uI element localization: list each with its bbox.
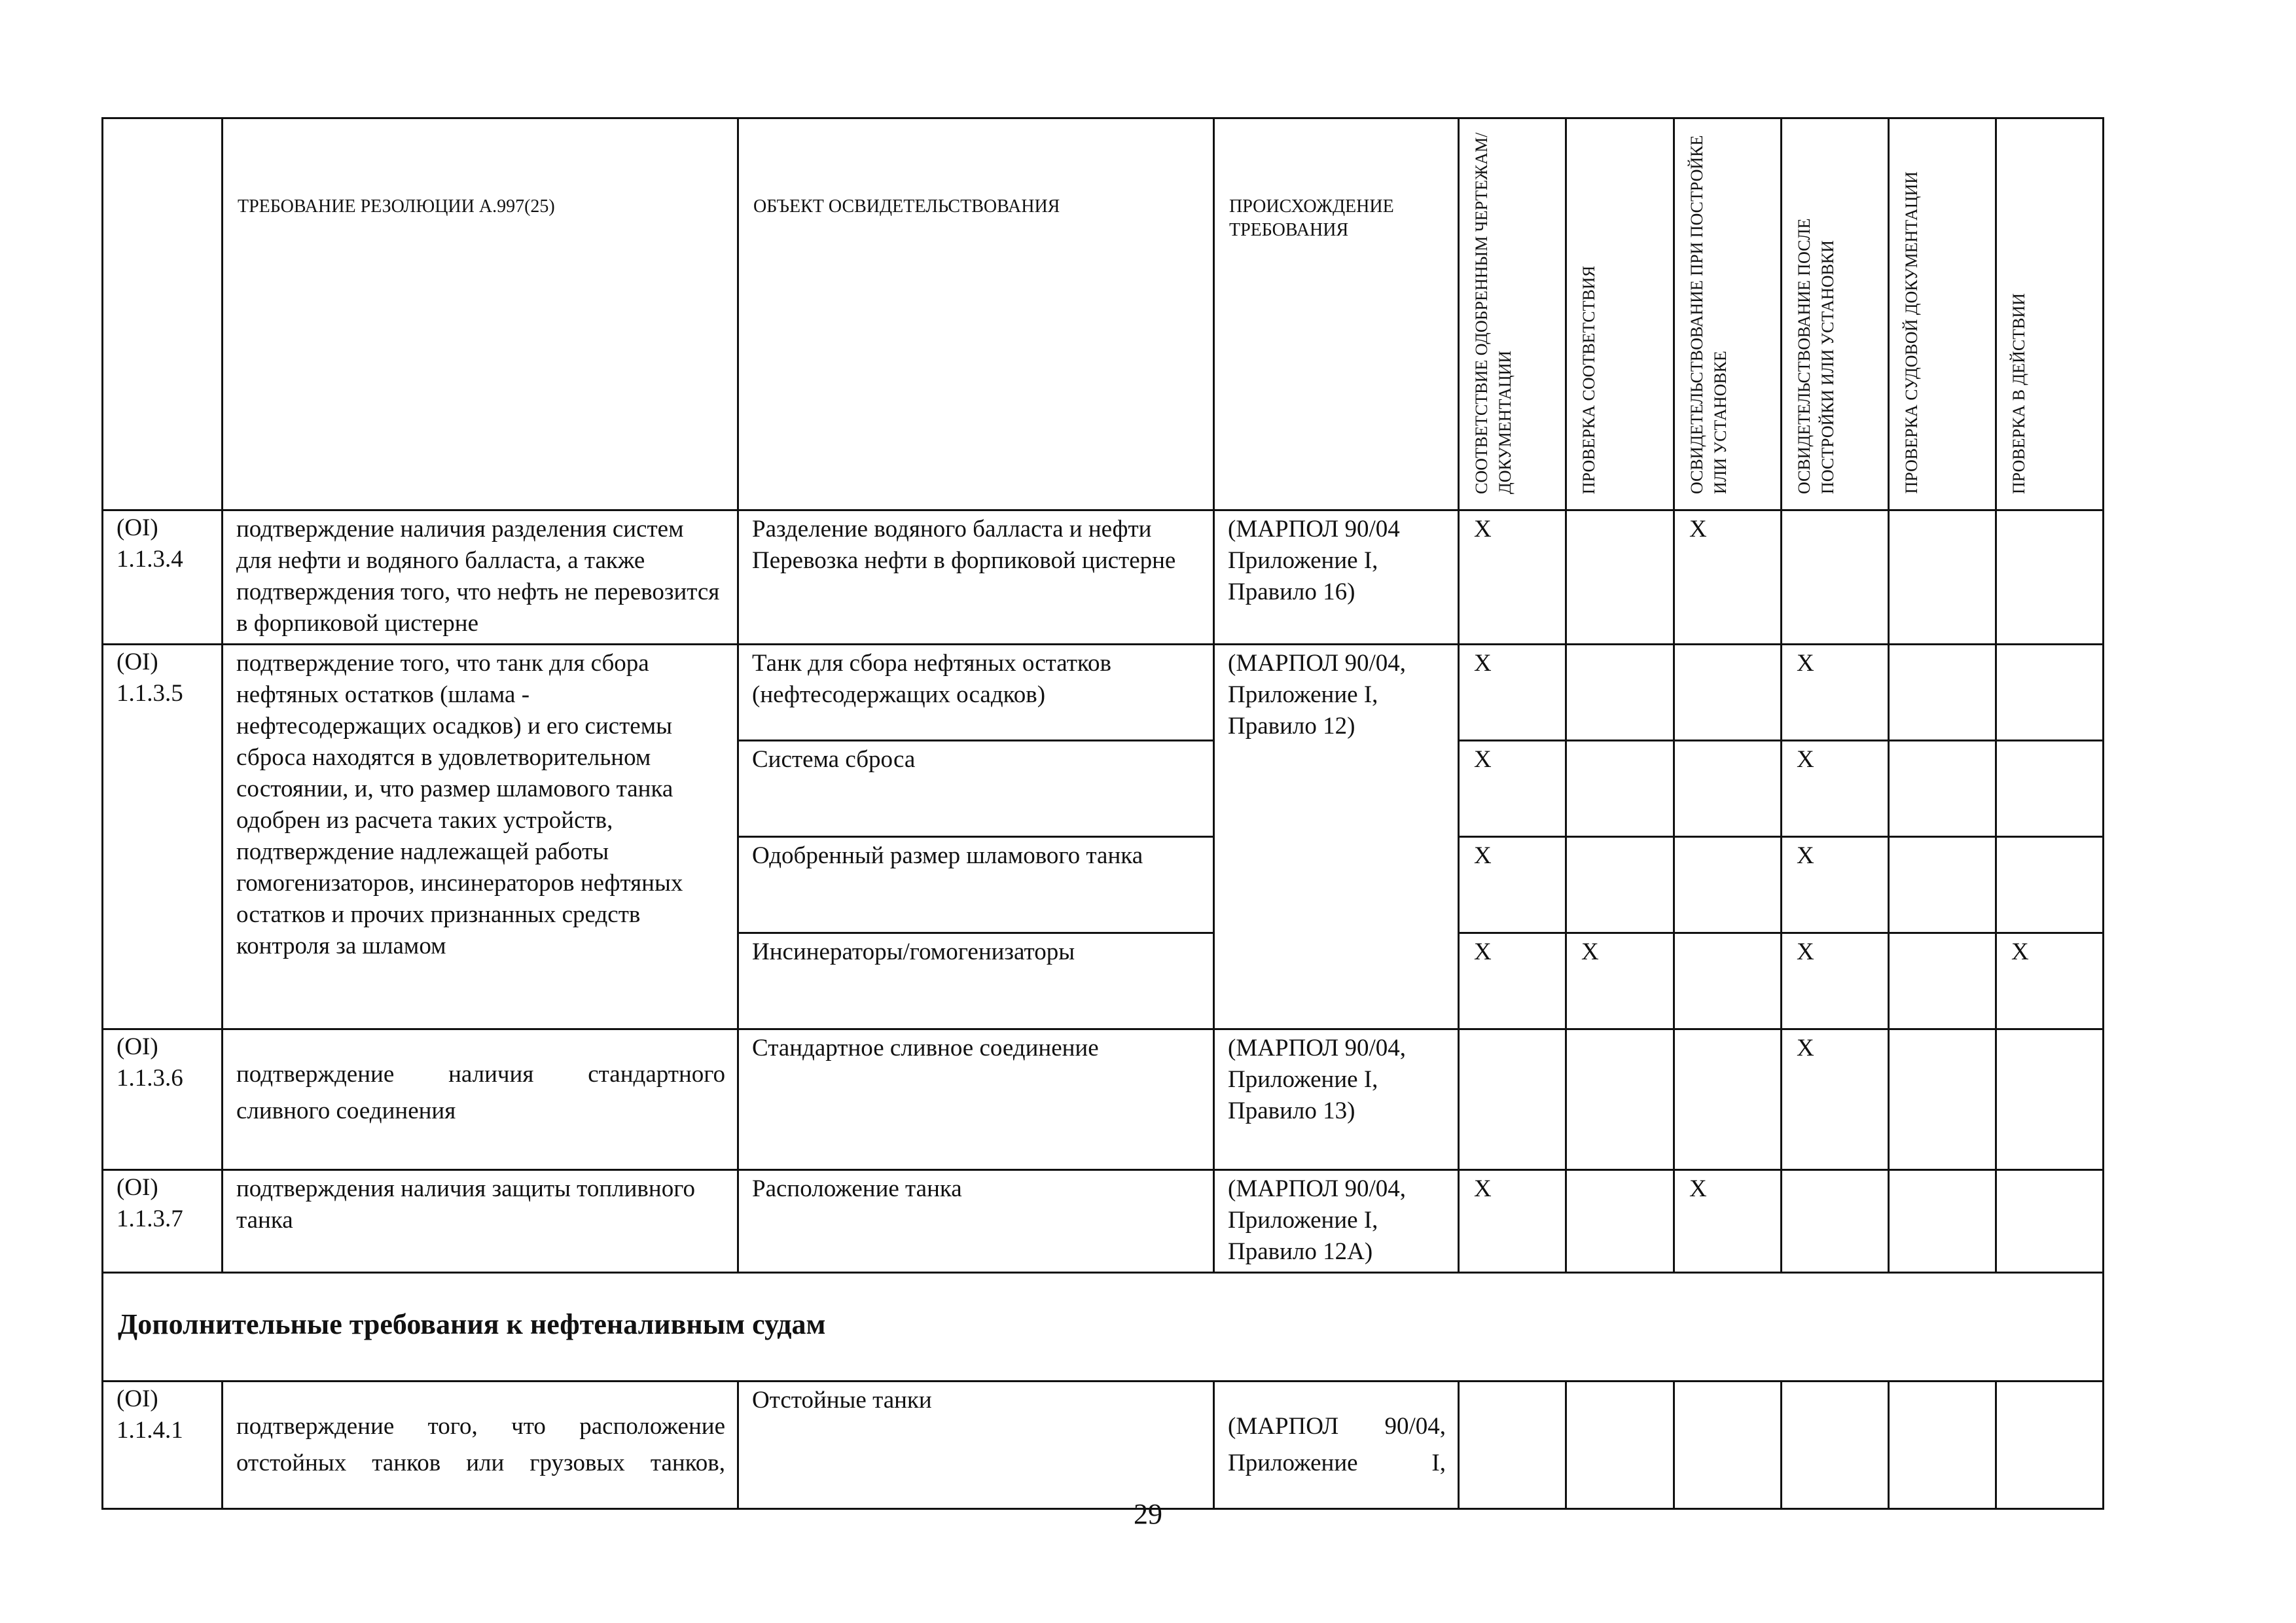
mark-cell: X [1459,741,1566,837]
requirement-cell: подтверждение того, что танк для сбора нефтяных остатков (шлама - нефтесодержащих осадков) и его системы сброса находятся в удовлетворительном состоянии, и, что размер шламового танка одобрен из расчета таких устройств, подтверждение надлежащей работы гомогенизаторов, инсинераторов нефтяных остатков и прочих признанных средств контроля за шламом [223,645,738,1029]
table-row-1-1-3-7 [103,1170,2104,1273]
table-row-1-1-3-4 [103,510,2104,645]
mark-cell [1996,1029,2104,1170]
mark-cell [1889,1029,1996,1170]
mark-cell: X [1996,933,2104,1029]
object-cell: Танк для сбора нефтяных остатков (нефтесодержащих осадков) [738,645,1214,741]
header-compliance-drawings [1459,118,1566,510]
mark-cell: X [1674,1170,1782,1273]
section-row [103,1273,2104,1382]
row-id: (OI) 1.1.3.7 [103,1170,223,1273]
mark-cell [1889,510,1996,645]
header-ship-documentation-check-label: ПРОВЕРКА СУДОВОЙ ДОКУМЕНТАЦИИ [1902,171,1921,494]
mark-cell: X [1566,933,1674,1029]
mark-cell [1996,741,2104,837]
header-survey-during-construction-label: ОСВИДЕТЕЛЬСТВОВАНИЕ ПРИ ПОСТРОЙКЕ ИЛИ УСТАНОВКЕ [1687,135,1730,494]
header-survey-after-construction [1782,118,1889,510]
requirement-cell: подтверждение наличия разделения систем для нефти и водяного балласта, а также подтверждения того, что нефть не перевозится в форпиковой цистерне [223,510,738,645]
origin-cell: (МАРПОЛ 90/04, Приложение I, Правило 12А) [1214,1170,1459,1273]
origin-cell: (МАРПОЛ 90/04, Приложение I, Правило 12) [1214,645,1459,1029]
origin-cell: (МАРПОЛ 90/04, Приложение I, Правило 13) [1214,1029,1459,1170]
header-survey-during-construction [1674,118,1782,510]
mark-cell [1674,645,1782,741]
mark-cell [1996,645,2104,741]
mark-cell [1889,1170,1996,1273]
mark-cell: X [1782,1029,1889,1170]
mark-cell [1996,1170,2104,1273]
table-row-1-1-4-1 [103,1382,2104,1509]
mark-cell: X [1782,645,1889,741]
mark-cell: X [1782,933,1889,1029]
header-survey-after-construction-label: ОСВИДЕТЕЛЬСТВОВАНИЕ ПОСЛЕ ПОСТРОЙКИ ИЛИ УСТАНОВКИ [1795,218,1837,494]
header-operational-test-label: ПРОВЕРКА В ДЕЙСТВИИ [2009,293,2028,494]
requirement-text: подтверждение того, что расположение отстойных танков или грузовых танков, [236,1413,725,1476]
requirement-cell [223,1382,738,1509]
table-row-1-1-3-6 [103,1029,2104,1170]
mark-cell [1889,933,1996,1029]
object-cell: Одобренный размер шламового танка [738,837,1214,933]
mark-cell [1566,837,1674,933]
section-heading: Дополнительные требования к нефтеналивным судам [103,1273,2104,1382]
mark-cell [1459,1382,1566,1509]
page-number: 29 [1134,1498,1162,1530]
mark-cell [1674,933,1782,1029]
mark-cell [1889,1382,1996,1509]
mark-cell: X [1782,741,1889,837]
row-id: (OI) 1.1.3.5 [103,645,223,1029]
mark-cell [1674,741,1782,837]
header-object: ОБЪЕКТ ОСВИДЕТЕЛЬСТВОВАНИЯ [738,118,1214,510]
header-operational-test [1996,118,2104,510]
mark-cell [1566,1170,1674,1273]
header-compliance-check [1566,118,1674,510]
mark-cell [1566,510,1674,645]
object-cell: Система сброса [738,741,1214,837]
header-compliance-drawings-label: СООТВЕТСТВИЕ ОДОБРЕННЫМ ЧЕРТЕЖАМ/ДОКУМЕНТАЦИИ [1472,132,1515,494]
object-cell: Расположение танка [738,1170,1214,1273]
mark-cell: X [1674,510,1782,645]
mark-cell [1566,741,1674,837]
object-cell: Разделение водяного балласта и нефти Перевозка нефти в форпиковой цистерне [738,510,1214,645]
header-requirement: ТРЕБОВАНИЕ РЕЗОЛЮЦИИ А.997(25) [223,118,738,510]
requirement-cell [223,1029,738,1170]
origin-cell: (МАРПОЛ 90/04 Приложение I, Правило 16) [1214,510,1459,645]
object-cell: Стандартное сливное соединение [738,1029,1214,1170]
mark-cell: X [1459,645,1566,741]
mark-cell: X [1459,510,1566,645]
mark-cell [1889,741,1996,837]
mark-cell: X [1459,1170,1566,1273]
survey-requirements-table [101,117,2104,1510]
row-id: (OI) 1.1.4.1 [103,1382,223,1509]
mark-cell [1674,1029,1782,1170]
origin-text: (МАРПОЛ 90/04, Приложение I, [1228,1413,1446,1476]
mark-cell [1782,510,1889,645]
header-ship-documentation-check [1889,118,1996,510]
object-cell: Инсинераторы/гомогенизаторы [738,933,1214,1029]
object-cell: Отстойные танки [738,1382,1214,1509]
mark-cell: X [1782,837,1889,933]
mark-cell [1674,837,1782,933]
row-id: (OI) 1.1.3.6 [103,1029,223,1170]
mark-cell: X [1459,837,1566,933]
requirement-cell: подтверждения наличия защиты топливного танка [223,1170,738,1273]
header-compliance-check-label: ПРОВЕРКА СООТВЕТСТВИЯ [1579,265,1598,494]
mark-cell [1782,1170,1889,1273]
mark-cell [1674,1382,1782,1509]
mark-cell [1782,1382,1889,1509]
header-row [103,118,2104,510]
mark-cell [1566,1382,1674,1509]
row-id: (OI) 1.1.3.4 [103,510,223,645]
requirement-text: подтверждение наличия стандартного сливного соединения [236,1061,725,1124]
mark-cell: X [1459,933,1566,1029]
table-row-1-1-3-5 [103,645,2104,741]
mark-cell [1566,645,1674,741]
header-id [103,118,223,510]
origin-cell [1214,1382,1459,1509]
mark-cell [1889,837,1996,933]
mark-cell [1889,645,1996,741]
mark-cell [1566,1029,1674,1170]
mark-cell [1459,1029,1566,1170]
mark-cell [1996,837,2104,933]
mark-cell [1996,510,2104,645]
mark-cell [1996,1382,2104,1509]
header-origin: ПРОИСХОЖДЕНИЕ ТРЕБОВАНИЯ [1214,118,1459,510]
